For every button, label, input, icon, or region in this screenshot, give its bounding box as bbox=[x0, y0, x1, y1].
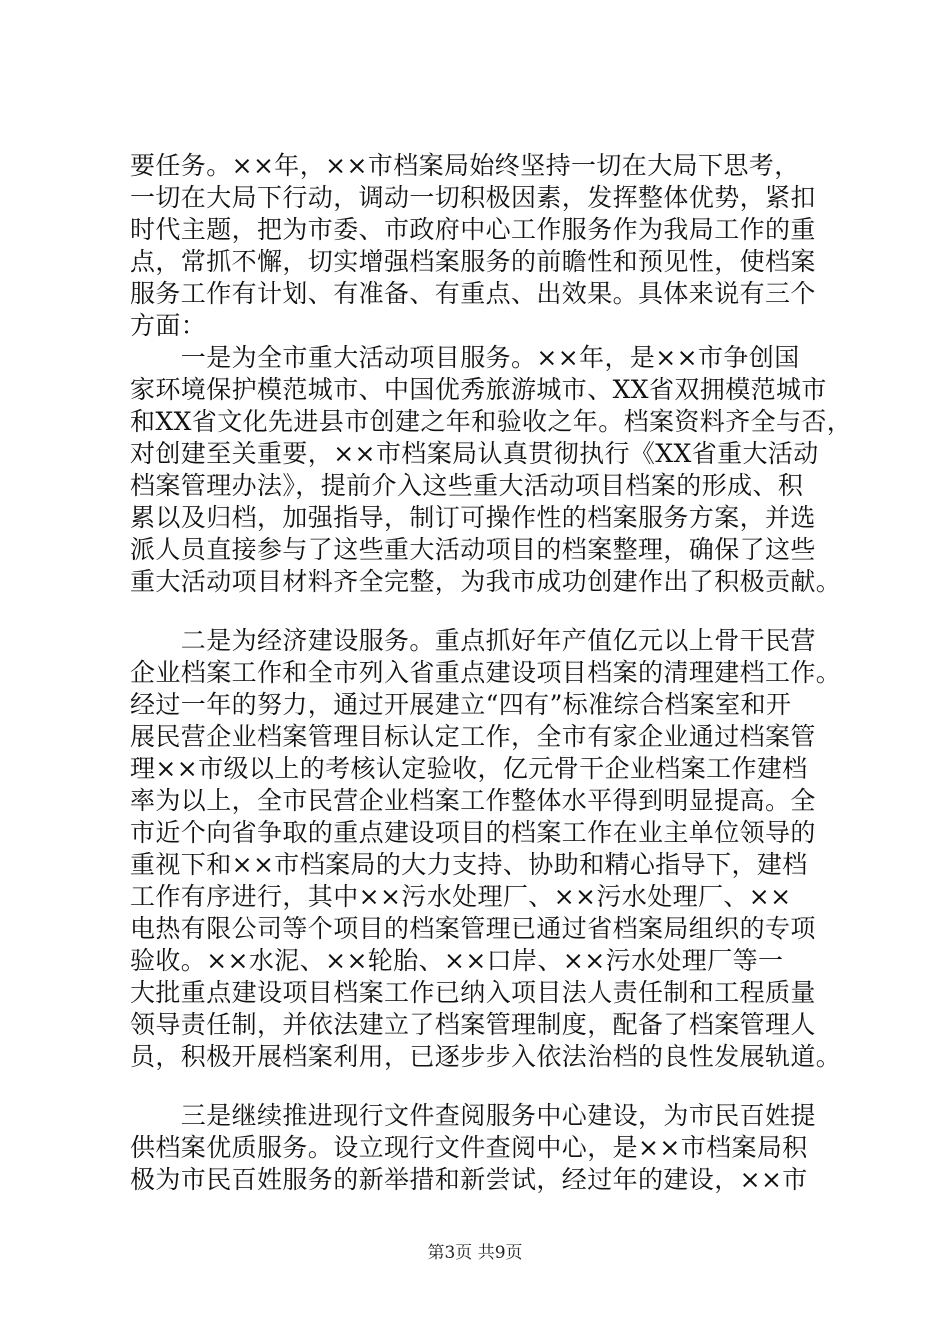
paragraph-document-center bbox=[130, 1100, 830, 1196]
paragraph-continuation bbox=[130, 150, 830, 342]
page-number-footer: 第3页 共9页 bbox=[427, 1243, 523, 1263]
text-line: 三是继续推进现行文件查阅服务中心建设，为市民百姓提 bbox=[130, 1101, 816, 1130]
text-line: 和XX省文化先进县市创建之年和验收之年。档案资料齐全与否， bbox=[130, 407, 853, 436]
paragraph-economic-construction bbox=[130, 625, 842, 1073]
text-line: 重大活动项目材料齐全完整，为我市成功创建作出了积极贡献。 bbox=[130, 567, 842, 596]
text-line: 率为以上，全市民营企业档案工作整体水平得到明显提高。全 bbox=[130, 786, 816, 815]
text-line: 方面： bbox=[130, 311, 207, 340]
text-line: 点，常抓不懈，切实增强档案服务的前瞻性和预见性，使档案 bbox=[130, 247, 816, 276]
text-line: 服务工作有计划、有准备、有重点、出效果。具体来说有三个 bbox=[130, 279, 816, 308]
text-line: 领导责任制，并依法建立了档案管理制度，配备了档案管理人 bbox=[130, 1010, 816, 1039]
text-line: 展民营企业档案管理目标认定工作，全市有家企业通过档案管 bbox=[130, 722, 816, 751]
text-line: 要任务。××年，××市档案局始终坚持一切在大局下思考， bbox=[130, 151, 800, 180]
text-line: 时代主题，把为市委、市政府中心工作服务作为我局工作的重 bbox=[130, 215, 816, 244]
text-line: 重视下和××市档案局的大力支持、协助和精心指导下，建档 bbox=[130, 850, 808, 879]
paragraph-gap bbox=[130, 1073, 830, 1100]
text-line: 家环境保护模范城市、中国优秀旅游城市、XX省双拥模范城市 bbox=[130, 375, 827, 404]
text-line: 供档案优质服务。设立现行文件查阅中心，是××市档案局积 bbox=[130, 1133, 808, 1162]
text-line: 验收。××水泥、××轮胎、××口岸、××污水处理厂等一 bbox=[130, 946, 784, 975]
text-line: 企业档案工作和全市列入省重点建设项目档案的清理建档工作。 bbox=[130, 658, 842, 687]
text-line: 极为市民百姓服务的新举措和新尝试，经过年的建设，××市 bbox=[130, 1165, 808, 1194]
text-line: 市近个向省争取的重点建设项目的档案工作在业主单位领导的 bbox=[130, 818, 816, 847]
paragraph-major-events bbox=[130, 342, 853, 598]
document-body bbox=[130, 150, 853, 1196]
text-line: 电热有限公司等个项目的档案管理已通过省档案局组织的专项 bbox=[130, 914, 816, 943]
text-line: 工作有序进行，其中××污水处理厂、××污水处理厂、×× bbox=[130, 882, 792, 911]
text-line: 理××市级以上的考核认定验收，亿元骨干企业档案工作建档 bbox=[130, 754, 808, 783]
text-line: 累以及归档，加强指导，制订可操作性的档案服务方案，并选 bbox=[130, 503, 816, 532]
text-line: 档案管理办法》，提前介入这些重大活动项目档案的形成、积 bbox=[130, 471, 804, 500]
text-line: 大批重点建设项目档案工作已纳入项目法人责任制和工程质量 bbox=[130, 978, 816, 1007]
text-line: 对创建至关重要，××市档案局认真贯彻执行《XX省重大活动 bbox=[130, 439, 819, 468]
text-line: 员，积极开展档案利用，已逐步步入依法治档的良性发展轨道。 bbox=[130, 1042, 842, 1071]
text-line: 一是为全市重大活动项目服务。××年，是××市争创国 bbox=[130, 343, 800, 372]
text-line: 经过一年的努力，通过开展建立“四有”标准综合档案室和开 bbox=[130, 690, 792, 719]
text-line: 派人员直接参与了这些重大活动项目的档案整理，确保了这些 bbox=[130, 535, 816, 564]
paragraph-gap bbox=[130, 598, 830, 625]
text-line: 一切在大局下行动，调动一切积极因素，发挥整体优势，紧扣 bbox=[130, 183, 816, 212]
text-line: 二是为经济建设服务。重点抓好年产值亿元以上骨干民营 bbox=[130, 626, 816, 655]
